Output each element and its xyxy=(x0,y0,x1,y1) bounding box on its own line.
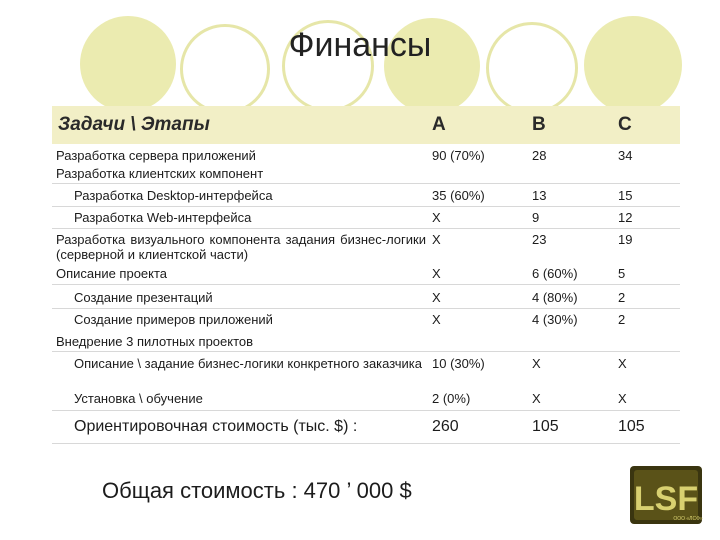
row-divider xyxy=(52,206,680,207)
table-cell-b: 4 (30%) xyxy=(532,312,578,327)
estimated-cost-label: Ориентировочная стоимость (тыс. $) : xyxy=(74,418,358,435)
estimated-cost-c: 105 xyxy=(618,418,645,435)
table-cell-b: X xyxy=(532,391,541,406)
table-cell-b: 13 xyxy=(532,188,547,203)
table-cell-a: X xyxy=(432,312,441,327)
table-row-task: Разработка Web-интерфейса xyxy=(74,210,252,225)
table-row-task: Разработка клиентских компонент xyxy=(56,166,264,181)
table-cell-a: X xyxy=(432,210,441,225)
table-cell-a: X xyxy=(432,232,441,247)
table-cell-c: 12 xyxy=(618,210,633,225)
row-divider xyxy=(52,183,680,184)
table-cell-c: 2 xyxy=(618,312,626,327)
table-cell-c: 5 xyxy=(618,266,626,281)
row-divider xyxy=(52,308,680,309)
table-cell-a: 90 (70%) xyxy=(432,148,485,163)
row-divider xyxy=(52,284,680,285)
lsf-logo xyxy=(626,462,706,528)
row-divider xyxy=(52,228,680,229)
estimated-cost-a: 260 xyxy=(432,418,459,435)
header-tasks: Задачи \ Этапы xyxy=(58,114,210,135)
header-stage-c: C xyxy=(618,114,632,135)
header-stage-b: B xyxy=(532,114,546,135)
lsf-logo-subtext: ООО «ЛСФ» xyxy=(673,516,703,522)
table-cell-b: 6 (60%) xyxy=(532,266,578,281)
table-cell-c: 2 xyxy=(618,290,626,305)
table-row-task: Описание проекта xyxy=(56,266,168,281)
table-cell-a: 35 (60%) xyxy=(432,188,485,203)
row-divider xyxy=(52,351,680,352)
estimated-cost-b: 105 xyxy=(532,418,559,435)
table-cell-a: 2 (0%) xyxy=(432,391,471,406)
table-cell-c: X xyxy=(618,391,627,406)
total-cost: Общая стоимость : 470 ’ 000 $ xyxy=(102,478,412,503)
table-row-task: Создание презентаций xyxy=(74,290,213,305)
lsf-logo-graphic xyxy=(626,462,706,528)
table-cell-c: 19 xyxy=(618,232,633,247)
table-cell-b: X xyxy=(532,356,541,371)
table-cell-c: 15 xyxy=(618,188,633,203)
table-cell-a: 10 (30%) xyxy=(432,356,485,371)
table-row-task: Внедрение 3 пилотных проектов xyxy=(56,334,254,349)
table-cell-a: X xyxy=(432,266,441,281)
row-divider xyxy=(52,410,680,411)
table-cell-b: 23 xyxy=(532,232,547,247)
table-row-task: Разработка Desktop-интерфейса xyxy=(74,188,273,203)
lsf-logo-text: LSF xyxy=(633,480,699,518)
header-stage-a: A xyxy=(432,114,446,135)
table-cell-b: 28 xyxy=(532,148,547,163)
table-row-task: Разработка сервера приложений xyxy=(56,148,256,163)
table-row-task: Установка \ обучение xyxy=(74,391,203,406)
table-cell-b: 9 xyxy=(532,210,540,225)
table-row-task: Описание \ задание бизнес-логики конкретного заказчика xyxy=(74,356,423,371)
row-divider xyxy=(52,443,680,444)
table-cell-c: 34 xyxy=(618,148,633,163)
table-cell-b: 4 (80%) xyxy=(532,290,578,305)
slide-title: Финансы xyxy=(288,26,432,64)
table-cell-a: X xyxy=(432,290,441,305)
table-cell-c: X xyxy=(618,356,627,371)
table-row-task: Создание примеров приложений xyxy=(74,312,273,327)
table-row-task: Разработка визуального компонента задания бизнес-логики (серверной и клиентской части) xyxy=(56,232,426,262)
